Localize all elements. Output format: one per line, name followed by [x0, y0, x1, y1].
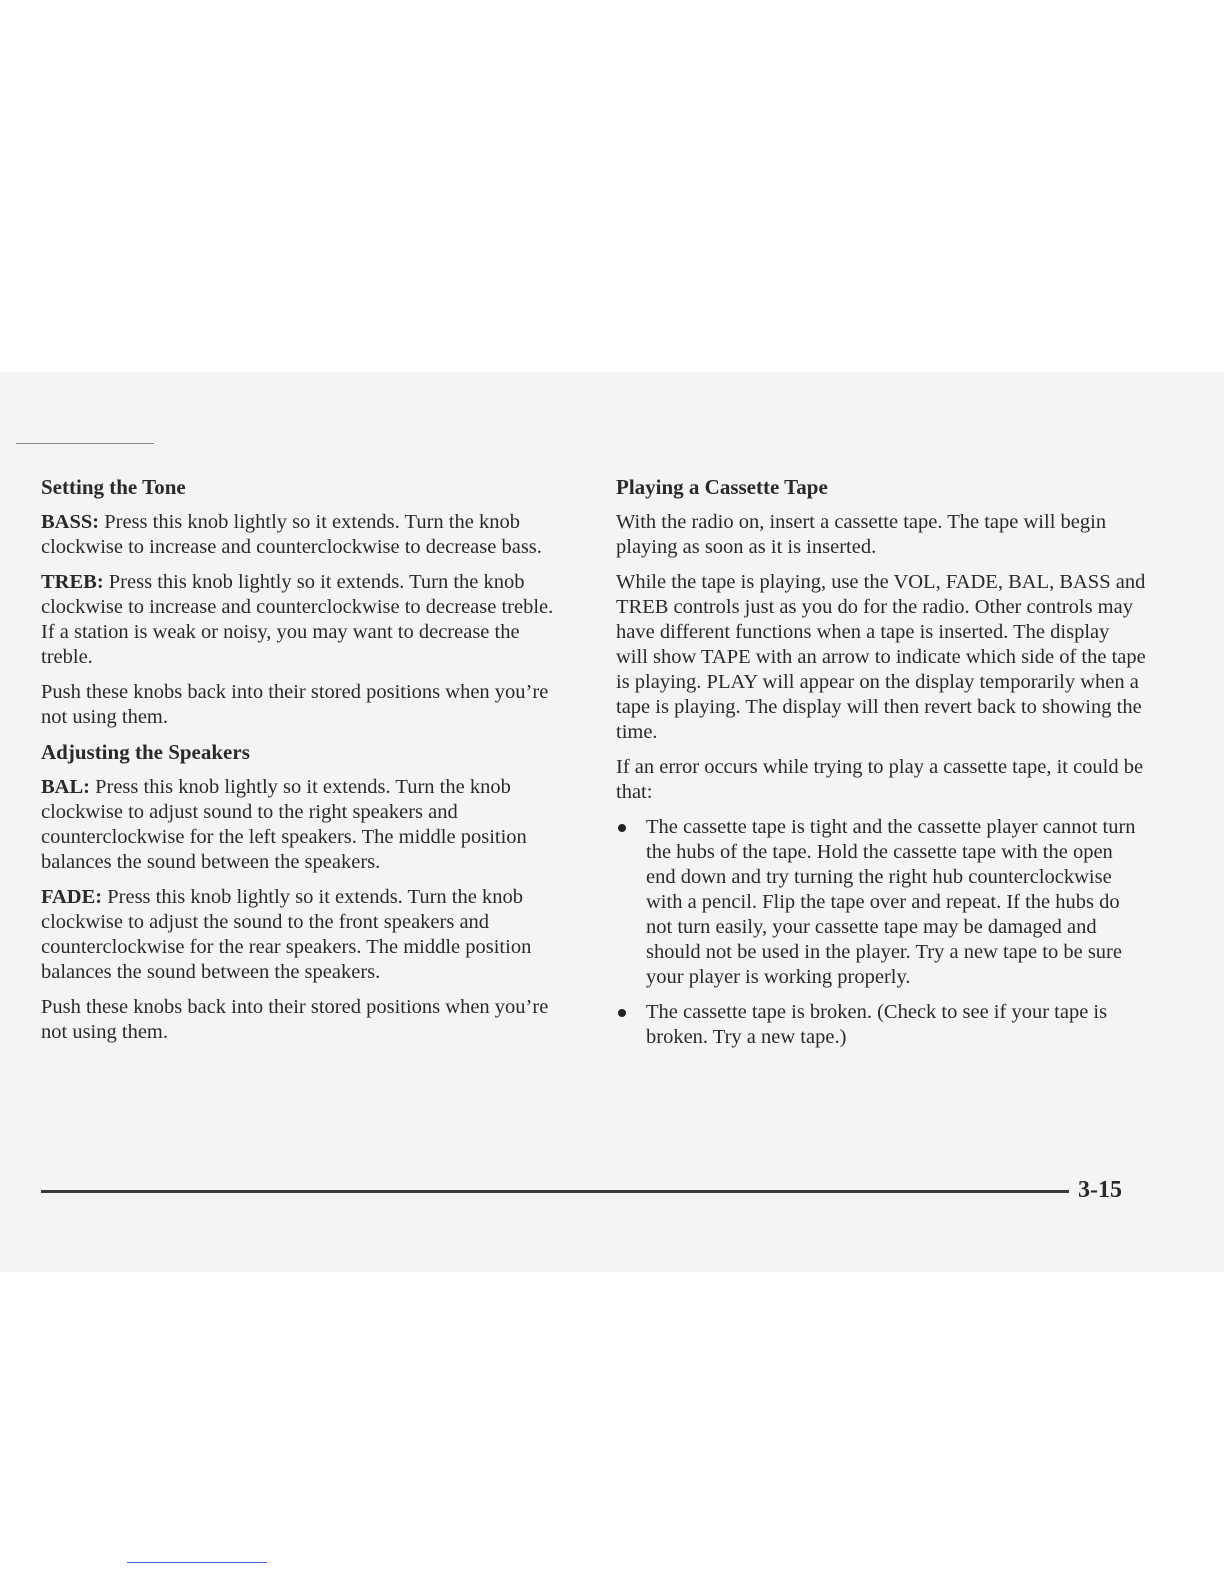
- bottom-link-underline: [127, 1562, 267, 1563]
- error-causes-list: [616, 815, 1146, 1050]
- heading-adjusting-the-speakers: Adjusting the Speakers: [41, 740, 250, 764]
- bass-term: BASS:: [41, 511, 100, 533]
- list-item: [616, 1000, 1146, 1050]
- cassette-paragraph-2: While the tape is playing, use the VOL, FADE, BAL, BASS and TREB controls just as you do for the radio. Other controls may have different functions when a tape is inserted. The display will show TAPE with an arrow to indicate which side of the tape is playing. PLAY will appear on the display temporarily when a tape is playing. The display will then revert back to showing the time.: [616, 571, 1146, 743]
- bal-term: BAL:: [41, 776, 90, 798]
- treb-text: Press this knob lightly so it extends. Turn the knob clockwise to increase and counterclockwise to decrease treble. If a station is weak or noisy, you may want to decrease the treble.: [41, 571, 554, 668]
- fade-term: FADE:: [41, 886, 103, 908]
- top-rule: [16, 443, 154, 444]
- bass-text: Press this knob lightly so it extends. Turn the knob clockwise to increase and counterclockwise to decrease bass.: [41, 511, 542, 558]
- push-knobs-paragraph-2: Push these knobs back into their stored positions when you’re not using them.: [41, 996, 549, 1043]
- heading-playing-a-cassette-tape: Playing a Cassette Tape: [616, 475, 828, 499]
- cassette-paragraph-1: With the radio on, insert a cassette tape. The tape will begin playing as soon as it is inserted.: [616, 511, 1107, 558]
- treb-term: TREB:: [41, 571, 104, 593]
- bal-text: Press this knob lightly so it extends. Turn the knob clockwise to adjust sound to the right speakers and counterclockwise for the left speakers. The middle position balances the sound between the speakers.: [41, 776, 527, 873]
- cassette-paragraph-3: If an error occurs while trying to play a cassette tape, it could be that:: [616, 756, 1144, 803]
- fade-text: Press this knob lightly so it extends. Turn the knob clockwise to adjust the sound to the front speakers and counterclockwise for the rear speakers. The middle position balances the sound between the speakers.: [41, 886, 532, 983]
- bullet-icon: [618, 1009, 626, 1017]
- fade-paragraph: [41, 885, 571, 985]
- page-number: 3-15: [1078, 1177, 1122, 1203]
- list-item: [616, 815, 1146, 990]
- bass-paragraph: [41, 510, 571, 560]
- heading-setting-the-tone: Setting the Tone: [41, 475, 186, 499]
- footer-rule: [41, 1190, 1069, 1193]
- bal-paragraph: [41, 775, 571, 875]
- bullet-icon: [618, 824, 626, 832]
- push-knobs-paragraph-1: Push these knobs back into their stored positions when you’re not using them.: [41, 681, 549, 728]
- left-column: [41, 475, 571, 1055]
- list-item-text: The cassette tape is tight and the cassette player cannot turn the hubs of the tape. Hold the cassette tape with the open end down and try turning the right hub counterclockwise with a pencil. Flip the tape over and repeat. If the hubs do not turn easily, your cassette tape may be damaged and should not be used in the player. Try a new tape to be sure your player is working properly.: [646, 816, 1136, 988]
- list-item-text: The cassette tape is broken. (Check to see if your tape is broken. Try a new tape.): [646, 1001, 1108, 1048]
- treb-paragraph: [41, 570, 571, 670]
- right-column: [616, 475, 1146, 1060]
